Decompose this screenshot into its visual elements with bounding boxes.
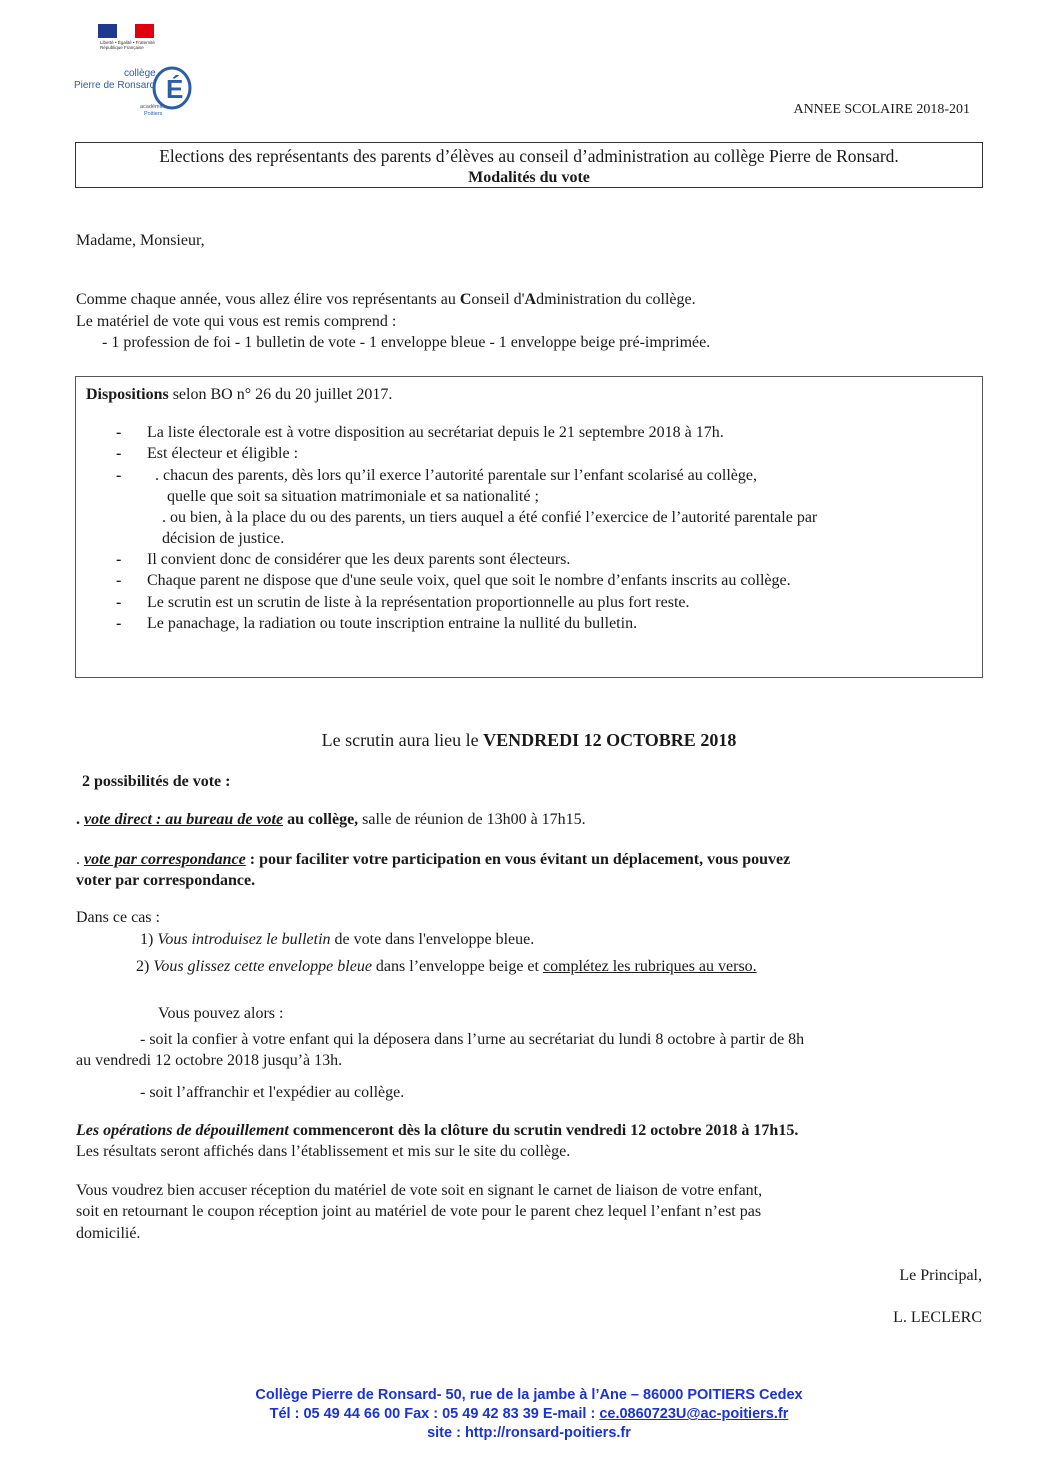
depouillement: Les opérations de dépouillement commenceront dès la clôture du scrutin vendredi 12 octobre 2018 à 17h15. (76, 1122, 799, 1139)
vote-correspondence: . vote par correspondance : pour faciliter votre participation en vous évitant un déplacement, vous pouvez (76, 851, 791, 868)
college-logo-line2: Pierre de Ronsard (74, 80, 156, 91)
disposition-item: Est électeur et éligible : (147, 445, 299, 462)
footer-address: Collège Pierre de Ronsard- 50, rue de la jambe à l’Ane – 86000 POITIERS Cedex (255, 1387, 803, 1403)
option-2: - soit l’affranchir et l'expédier au collège. (140, 1084, 405, 1101)
disposition-item-cont: décision de justice. (162, 530, 285, 547)
college-logo-line4: Poitiers (144, 111, 163, 117)
disposition-item: Le panachage, la radiation ou toute inscription entraine la nullité du bulletin. (147, 615, 638, 632)
disposition-item: . chacun des parents, dès lors qu’il exerce l’autorité parentale sur l’enfant scolarisé au collège, (155, 467, 757, 484)
option-1-cont: au vendredi 12 octobre 2018 jusqu’à 13h. (76, 1052, 343, 1069)
dans-ce-cas: Dans ce cas : (76, 909, 160, 926)
college-logo-line3: académie (140, 104, 164, 110)
college-logo (74, 64, 194, 118)
vote-correspondence-cont: voter par correspondance. (76, 872, 256, 889)
republic-name: République Française (100, 45, 144, 50)
greeting: Madame, Monsieur, (76, 232, 205, 249)
acknowledge-line3: domicilié. (76, 1225, 141, 1242)
document-title: Elections des représentants des parents d’élèves au conseil d’administration au collège Pierre de Ronsard. (159, 146, 899, 166)
material-list: - 1 profession de foi - 1 bulletin de vote - 1 enveloppe bleue - 1 enveloppe beige pré-imprimée. (102, 334, 711, 351)
signature-role: Le Principal, (899, 1267, 982, 1284)
vote-date: Le scrutin aura lieu le VENDREDI 12 OCTOBRE 2018 (321, 730, 737, 750)
bullet-dash: - (116, 615, 122, 632)
bullet-dash: - (116, 445, 122, 462)
tricolor-flag-icon (98, 24, 154, 38)
dispositions-title: Dispositions selon BO n° 26 du 20 juillet 2017. (86, 386, 393, 403)
intro-line2: Le matériel de vote qui vous est remis comprend : (76, 313, 397, 330)
intro-line1: Comme chaque année, vous allez élire vos représentants au Conseil d'Administration du collège. (76, 291, 696, 308)
disposition-item-cont: . ou bien, à la place du ou des parents, un tiers auquel a été confié l’exercice de l’autorité parentale par (162, 509, 818, 526)
republic-motto: Liberté • Égalité • Fraternité (100, 40, 155, 45)
disposition-item: La liste électorale est à votre disposition au secrétariat depuis le 21 septembre 2018 à 17h. (147, 424, 724, 441)
bullet-dash: - (116, 594, 122, 611)
signature-name: L. LECLERC (893, 1309, 982, 1326)
vote-possibilities: 2 possibilités de vote : (82, 773, 231, 790)
disposition-item-cont: quelle que soit sa situation matrimoniale et sa nationalité ; (167, 488, 539, 505)
footer-email-link[interactable]: ce.0860723U@ac-poitiers.fr (599, 1406, 789, 1422)
step-1: 1) Vous introduisez le bulletin de vote dans l'enveloppe bleue. (140, 931, 535, 948)
step-2: 2) Vous glissez cette enveloppe bleue dans l’enveloppe beige et complétez les rubriques au verso. (136, 958, 757, 975)
bullet-dash: - (116, 572, 122, 589)
vous-pouvez-alors: Vous pouvez alors : (158, 1005, 284, 1022)
bullet-dash: - (116, 424, 122, 441)
option-1: - soit la confier à votre enfant qui la déposera dans l’urne au secrétariat du lundi 8 octobre à partir de 8h (140, 1031, 805, 1048)
results-info: Les résultats seront affichés dans l’établissement et mis sur le site du collège. (76, 1143, 571, 1160)
acknowledge-line1: Vous voudrez bien accuser réception du matériel de vote soit en signant le carnet de liaison de votre enfant, (76, 1182, 763, 1199)
document-subtitle: Modalités du vote (468, 169, 590, 186)
disposition-item: Chaque parent ne dispose que d'une seule voix, quel que soit le nombre d’enfants inscrits au collège. (147, 572, 791, 589)
school-year: ANNEE SCOLAIRE 2018-201 (793, 102, 970, 117)
disposition-item: Il convient donc de considérer que les deux parents sont électeurs. (147, 551, 571, 568)
college-logo-line1: collège (124, 68, 156, 79)
svg-text:É: É (166, 74, 184, 104)
bullet-dash: - (116, 551, 122, 568)
vote-direct: . vote direct : au bureau de vote au collège, salle de réunion de 13h00 à 17h15. (76, 811, 586, 828)
acknowledge-line2: soit en retournant le coupon réception joint au matériel de vote pour le parent chez lequel l’enfant n’est pas (76, 1203, 762, 1220)
bullet-dash: - (116, 467, 122, 484)
footer-contact: Tél : 05 49 44 66 00 Fax : 05 49 42 83 39 E-mail : ce.0860723U@ac-poitiers.fr (269, 1406, 789, 1422)
republique-francaise-logo (98, 24, 158, 56)
footer-website[interactable]: site : http://ronsard-poitiers.fr (427, 1425, 631, 1441)
disposition-item: Le scrutin est un scrutin de liste à la représentation proportionnelle au plus fort reste. (147, 594, 690, 611)
